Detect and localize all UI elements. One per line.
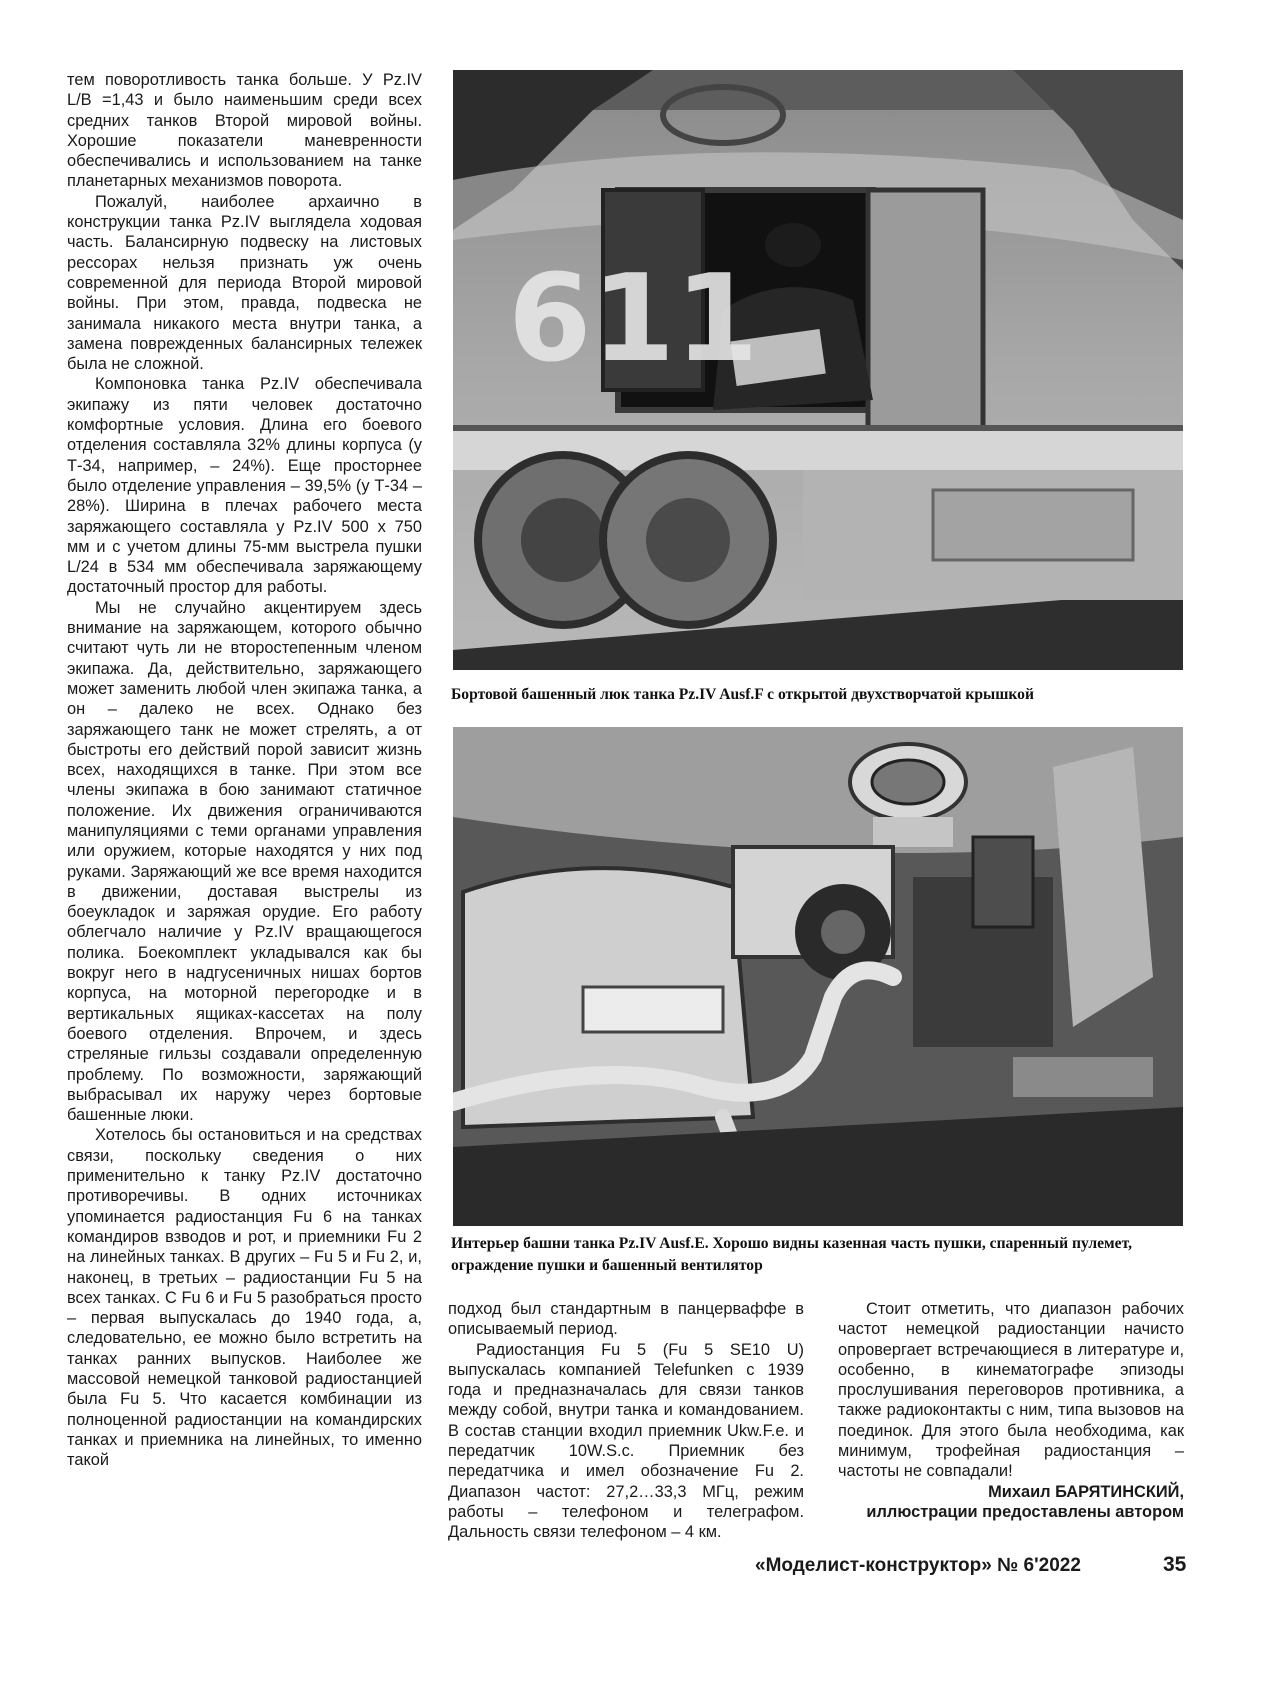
turret-hatch-photo <box>453 70 1183 670</box>
paragraph: Стоит отметить, что диапазон рабочих частот немецкой радиостанции начисто опровергает встречающиеся в литературе и, особенно, в кинематографе эпизоды прослушивания переговоров противника, а также радиоконтакты с ним, типа вызовов на поединок. Для этого была необходима, как минимум, трофейная радиостанция – частоты не совпадали! <box>838 1300 1184 1481</box>
paragraph: подход был стандартным в панцерваффе в описываемый период. <box>448 1300 804 1339</box>
right-text-column <box>838 1299 1184 1522</box>
paragraph: Мы не случайно акцентируем здесь внимание на заряжающем, которого обычно считают чуть ли не второстепенным членом экипажа. Да, действительно, заряжающего может заменить любой член экипажа танка, а он – далеко не всех. Однако без заряжающего танк не может стрелять, а от быстроты его действий порой зависит жизнь всех, находящихся в танке. При этом все члены экипажа в бою занимают статичное положение. Их движения ограничиваются манипуляциями с теми органами управления или оружием, которые находятся у них под руками. Заряжающий же все время находится в движении, доставая выстрелы из боеукладок и заряжая орудие. Его работу облегчало наличие у Pz.IV вращающегося полика. Боекомплект укладывался как бы вокруг него в надгусеничных нишах бортов корпуса, на моторной перегородке и в вертикальных ящиках-кассетах на полу боевого отделения. Впрочем, и здесь стреляные гильзы создавали определенную проблему. По возможности, заряжающий выбрасывал их наружу через бортовые башенные люки. <box>67 598 422 1125</box>
turret-number: 611 <box>508 250 759 389</box>
page-number: 35 <box>1163 1553 1187 1576</box>
author-name: Михаил БАРЯТИНСКИЙ, <box>988 1482 1184 1501</box>
paragraph: тем поворотливость танка больше. У Pz.IV L/B =1,43 и было наименьшим среди всех средних танков Второй мировой войны. Хорошие показатели маневренности обеспечивались и использованием на танке планетарных механизмов поворота. <box>67 71 422 191</box>
illustration-credits: иллюстрации предоставлены автором <box>866 1502 1184 1521</box>
magazine-issue: «Моделист-конструктор» № 6'2022 <box>755 1555 1081 1576</box>
paragraph: Компоновка танка Pz.IV обеспечивала экипажу из пяти человек достаточно комфортные условия. Длина его боевого отделения составляла 32% длины корпуса (у Т-34, например, – 24%). Еще просторнее было отделение управления – 39,5% (у Т-34 – 28%). Ширина в плечах рабочего места заряжающего составляла у Pz.IV 500 x 750 мм и с учетом длины 75-мм выстрела пушки L/24 в 534 мм обеспечивала заряжающему достаточный простор для работы. <box>67 375 422 597</box>
turret-hatch-illustration <box>453 70 1183 670</box>
bottom-photo-caption: Интерьер башни танка Pz.IV Ausf.E. Хорошо видны казенная часть пушки, спаренный пулемет, ограждение пушки и башенный вентилятор <box>451 1235 1132 1274</box>
left-text-column <box>67 70 422 1470</box>
turret-interior-illustration <box>453 727 1183 1226</box>
paragraph: Радиостанция Fu 5 (Fu 5 SE10 U) выпускалась компанией Telefunken с 1939 года и предназначалась для связи танков между собой, внутри танка и командованием. В состав станции входил приемник Ukw.F.e. и передатчик 10W.S.c. Приемник без передатчика и имел обозначение Fu 2. Диапазон частот: 27,2…33,3 МГц, режим работы – телефоном и телеграфом. Дальность связи телефоном – 4 км. <box>448 1340 804 1542</box>
paragraph: Пожалуй, наиболее архаично в конструкции танка Pz.IV выглядела ходовая часть. Балансирную подвеску на листовых рессорах нельзя признать уж очень современной для периода Второй мировой войны. При этом, правда, подвеска не занимала никакого места внутри танка, а замена поврежденных балансирных тележек была не сложной. <box>67 192 422 374</box>
top-photo-caption: Бортовой башенный люк танка Pz.IV Ausf.F с открытой двухстворчатой крышкой <box>451 686 1034 703</box>
paragraph: Хотелось бы остановиться и на средствах связи, поскольку сведения о них применительно к танку Pz.IV достаточно противоречивы. В одних источниках упоминается радиостанция Fu 6 на танках командиров взводов и рот, и приемники Fu 2 на линейных танках. В других – Fu 5 и Fu 2, и, наконец, в третьих – радиостанции Fu 5 на всех танках. С Fu 6 и Fu 5 разобраться просто – первая выпускалась до 1940 года, а, следовательно, ее можно было встретить на танках ранних выпусков. Наиболее же массовой немецкой танковой радиостанцией была Fu 5. Что касается комбинации из полноценной радиостанции на командирских танках и приемника на линейных, то именно такой <box>67 1126 422 1470</box>
author-signature <box>838 1482 1184 1523</box>
turret-interior-photo <box>453 727 1183 1226</box>
middle-text-column <box>448 1299 804 1543</box>
